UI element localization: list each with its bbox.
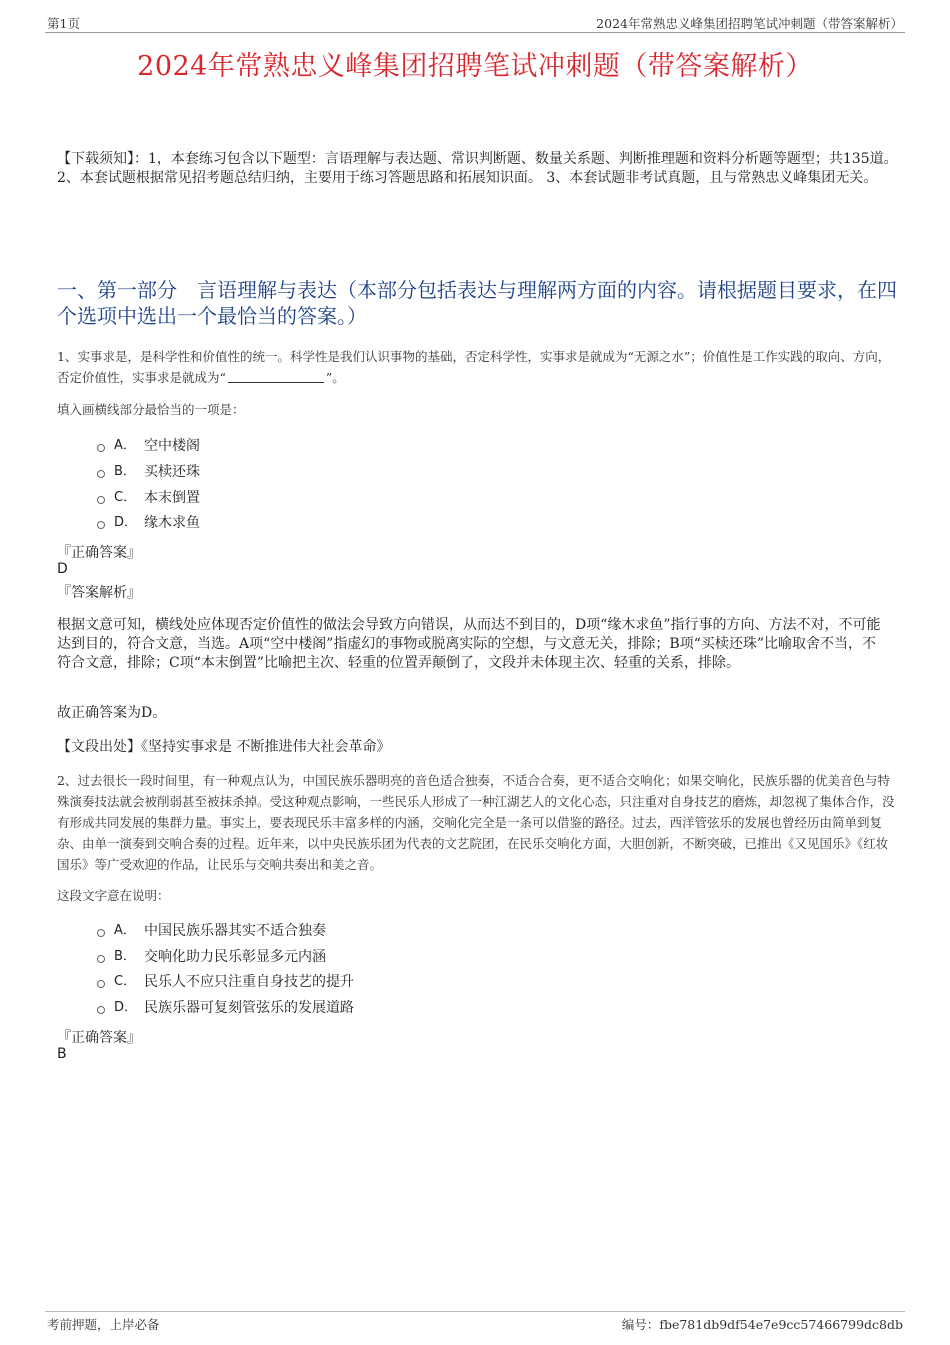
q1-option-d[interactable] (97, 513, 200, 533)
download-notice: 【下载须知】：1，本套练习包含以下题型：言语理解与表达题、常识判断题、数量关系题、判断推理题和资料分析题等题型；共135道。 2、本套试题根据常见招考题总结归纳，主要用于练习答题思路和拓展知识面。 3、本套试题非考试真题，且与常熟忠义峰集团无关。 (57, 151, 898, 186)
radio-icon[interactable] (97, 521, 105, 529)
q2-option-b[interactable] (97, 947, 326, 967)
q1-option-a[interactable] (97, 436, 200, 456)
q2-option-d[interactable] (97, 998, 354, 1018)
q2-answer: B (57, 1046, 67, 1062)
page-title: 2024年常熟忠义峰集团招聘笔试冲刺题（带答案解析） (137, 51, 813, 82)
header-doc-title: 2024年常熟忠义峰集团招聘笔试冲刺题（带答案解析） (596, 16, 903, 31)
question-2-text: 2、过去很长一段时间里，有一种观点认为，中国民族乐器明亮的音色适合独奏，不适合合奏，更不适合交响化；如果交响化，民族乐器的优美音色与特殊演奏技法就会被削弱甚至被抹杀掉。受这种观点影响，一些民乐人形成了一种江湖艺人的文化心态，只注重对自身技艺的磨炼，却忽视了集体合作，没有形成共同发展的集群力量。事实上，要表现民乐丰富多样的内涵，交响化完全是一条可以借鉴的路径。过去，西洋管弦乐的发展也曾经历由简单到复杂、由单一演奏到交响合奏的过程。近年来，以中央民族乐团为代表的文艺院团，在民乐交响化方面，大胆创新，不断突破，已推出《又见国乐》《红妆国乐》等广受欢迎的作品，让民乐与交响共奏出和美之音。 (57, 773, 895, 872)
option-text: 民族乐器可复刻管弦乐的发展道路 (144, 1000, 354, 1016)
footer-slogan: 考前押题，上岸必备 (47, 1317, 160, 1332)
q2-option-a[interactable] (97, 921, 326, 941)
header-divider (45, 32, 905, 33)
q2-answer-label: 『正确答案』 (57, 1030, 141, 1046)
option-letter: C． (114, 974, 137, 989)
footer-divider (45, 1311, 905, 1312)
radio-icon[interactable] (97, 955, 105, 963)
radio-icon[interactable] (97, 1006, 105, 1014)
question-1-text-a: 1、实事求是，是科学性和价值性的统一。科学性是我们认识事物的基础，否定科学性，实事求是就成为“无源之水”；价值性是工作实践的取向、方向，否定价值性，实事求是就成为“ (57, 349, 891, 385)
radio-icon[interactable] (97, 444, 105, 452)
q1-option-c[interactable] (97, 488, 200, 508)
q1-conclusion: 故正确答案为D。 (57, 705, 167, 721)
option-text: 本末倒置 (144, 490, 200, 506)
q1-answer-label: 『正确答案』 (57, 545, 141, 561)
option-text: 交响化助力民乐彰显多元内涵 (144, 949, 326, 965)
q1-source: 【文段出处】《坚持实事求是 不断推进伟大社会革命》 (57, 739, 391, 755)
q2-option-c[interactable] (97, 972, 354, 992)
radio-icon[interactable] (97, 929, 105, 937)
option-letter: A． (114, 438, 136, 453)
option-text: 中国民族乐器其实不适合独奏 (144, 923, 326, 939)
question-1-text-b: ”。 (325, 370, 345, 385)
question-1-prompt: 填入画横线部分最恰当的一项是： (57, 402, 245, 417)
footer-doc-id: 编号：fbe781db9df54e7e9cc57466799dc8db (621, 1317, 903, 1332)
question-1-text (57, 346, 899, 388)
option-text: 缘木求鱼 (144, 515, 200, 531)
option-letter: B． (114, 464, 136, 479)
question-1-blank (228, 382, 324, 383)
q1-answer: D (57, 561, 68, 577)
page-number: 第1页 (47, 16, 80, 31)
radio-icon[interactable] (97, 470, 105, 478)
q1-analysis: 根据文意可知，横线处应体现否定价值性的做法会导致方向错误，从而达不到目的，D项“缘木求鱼”指行事的方向、方法不对，不可能达到目的，符合文意，当选。A项“空中楼阁”指虚幻的事物或脱离实际的空想，与文意无关，排除；B项“买椟还珠”比喻取舍不当，不符合文意，排除；C项“本末倒置”比喻把主次、轻重的位置弄颠倒了，文段并未体现主次、轻重的关系，排除。 (57, 617, 881, 671)
radio-icon[interactable] (97, 980, 105, 988)
option-text: 民乐人不应只注重自身技艺的提升 (144, 974, 354, 990)
option-letter: D． (114, 1000, 138, 1015)
option-letter: A． (114, 923, 136, 938)
section-title: 一、第一部分 言语理解与表达（本部分包括表达与理解两方面的内容。请根据题目要求，在四个选项中选出一个最恰当的答案。） (57, 278, 897, 328)
q1-option-b[interactable] (97, 462, 200, 482)
option-letter: D． (114, 515, 138, 530)
q1-analysis-label: 『答案解析』 (57, 585, 141, 601)
option-letter: B． (114, 949, 136, 964)
option-text: 买椟还珠 (144, 464, 200, 480)
option-text: 空中楼阁 (144, 438, 200, 454)
radio-icon[interactable] (97, 496, 105, 504)
option-letter: C． (114, 490, 137, 505)
question-2-prompt: 这段文字意在说明： (57, 888, 170, 903)
